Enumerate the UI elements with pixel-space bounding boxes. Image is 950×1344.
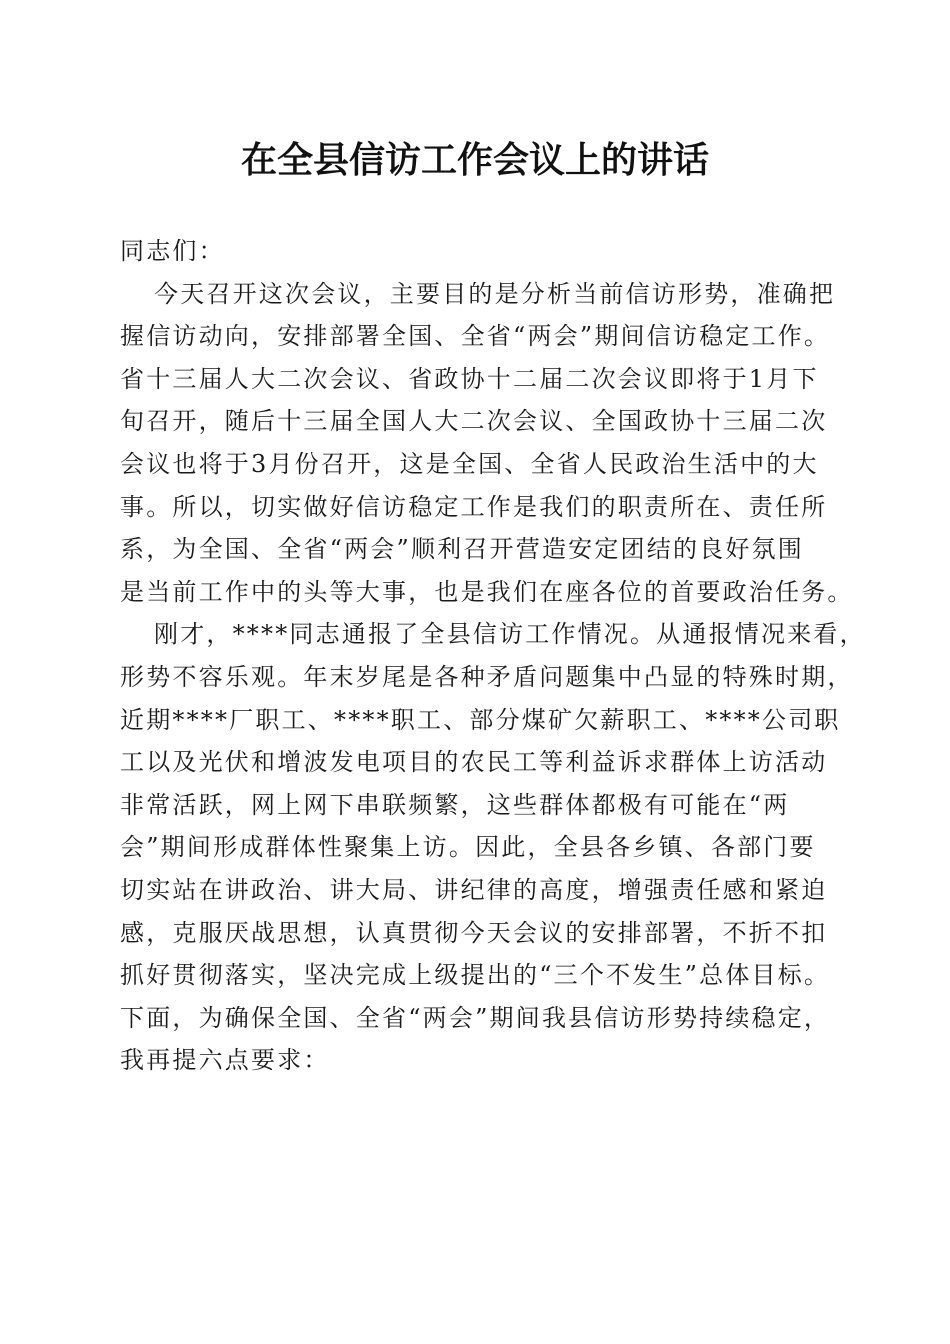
- document-body: [120, 230, 866, 1082]
- paragraph-1-line-8: 是当前工作中的头等大事，也是我们在座各位的首要政治任务。: [120, 577, 854, 606]
- paragraph-2-line-3: 近期****厂职工、****职工、部分煤矿欠薪职工、****公司职: [120, 705, 841, 734]
- paragraph-2-line-2: 形势不容乐观。年末岁尾是各种矛盾问题集中凸显的特殊时期，: [120, 662, 854, 691]
- paragraph-1-line-1: 今天召开这次会议，主要目的是分析当前信访形势，准确把: [154, 279, 836, 308]
- paragraph-1-line-4: 旬召开，随后十三届全国人大二次会议、全国政协十三届二次: [120, 407, 828, 436]
- paragraph-2-line-8: 感，克服厌战思想，认真贯彻今天会议的安排部署，不折不扣: [120, 918, 828, 947]
- paragraph-1-line-3: 省十三届人大二次会议、省政协十二届二次会议即将于1月下: [120, 364, 819, 393]
- salutation-line: 同志们：: [120, 237, 225, 265]
- paragraph-2-line-9: 抓好贯彻落实，坚决完成上级提出的“三个不发生”总体目标。: [120, 961, 831, 990]
- paragraph-1-line-7: 系，为全国、全省“两会”顺利召开营造安定团结的良好氛围: [120, 535, 804, 564]
- paragraph-2-line-5: 非常活跃，网上网下串联频繁，这些群体都极有可能在“两: [120, 790, 790, 819]
- paragraph-2-line-7: 切实站在讲政治、讲大局、讲纪律的高度，增强责任感和紧迫: [120, 875, 828, 904]
- paragraph-2-line-10: 下面，为确保全国、全省“两会”期间我县信访形势持续稳定，: [120, 1003, 831, 1032]
- paragraph-2-line-4: 工以及光伏和增波发电项目的农民工等利益诉求群体上访活动: [120, 748, 828, 777]
- paragraph-1-line-2: 握信访动向，安排部署全国、全省“两会”期间信访稳定工作。: [120, 322, 831, 351]
- paragraph-1-line-6: 事。所以，切实做好信访稳定工作是我们的职责所在、责任所: [120, 492, 828, 521]
- paragraph-2-line-11: 我再提六点要求：: [120, 1046, 330, 1075]
- paragraph-2-line-6: 会”期间形成群体性聚集上访。因此，全县各乡镇、各部门要: [120, 833, 816, 862]
- document-title: 在全县信访工作会议上的讲话: [240, 139, 709, 181]
- paragraph-1-line-5: 会议也将于3月份召开，这是全国、全省人民政治生活中的大: [120, 449, 819, 478]
- paragraph-2-line-1: 刚才，****同志通报了全县信访工作情况。从通报情况来看，: [154, 620, 866, 649]
